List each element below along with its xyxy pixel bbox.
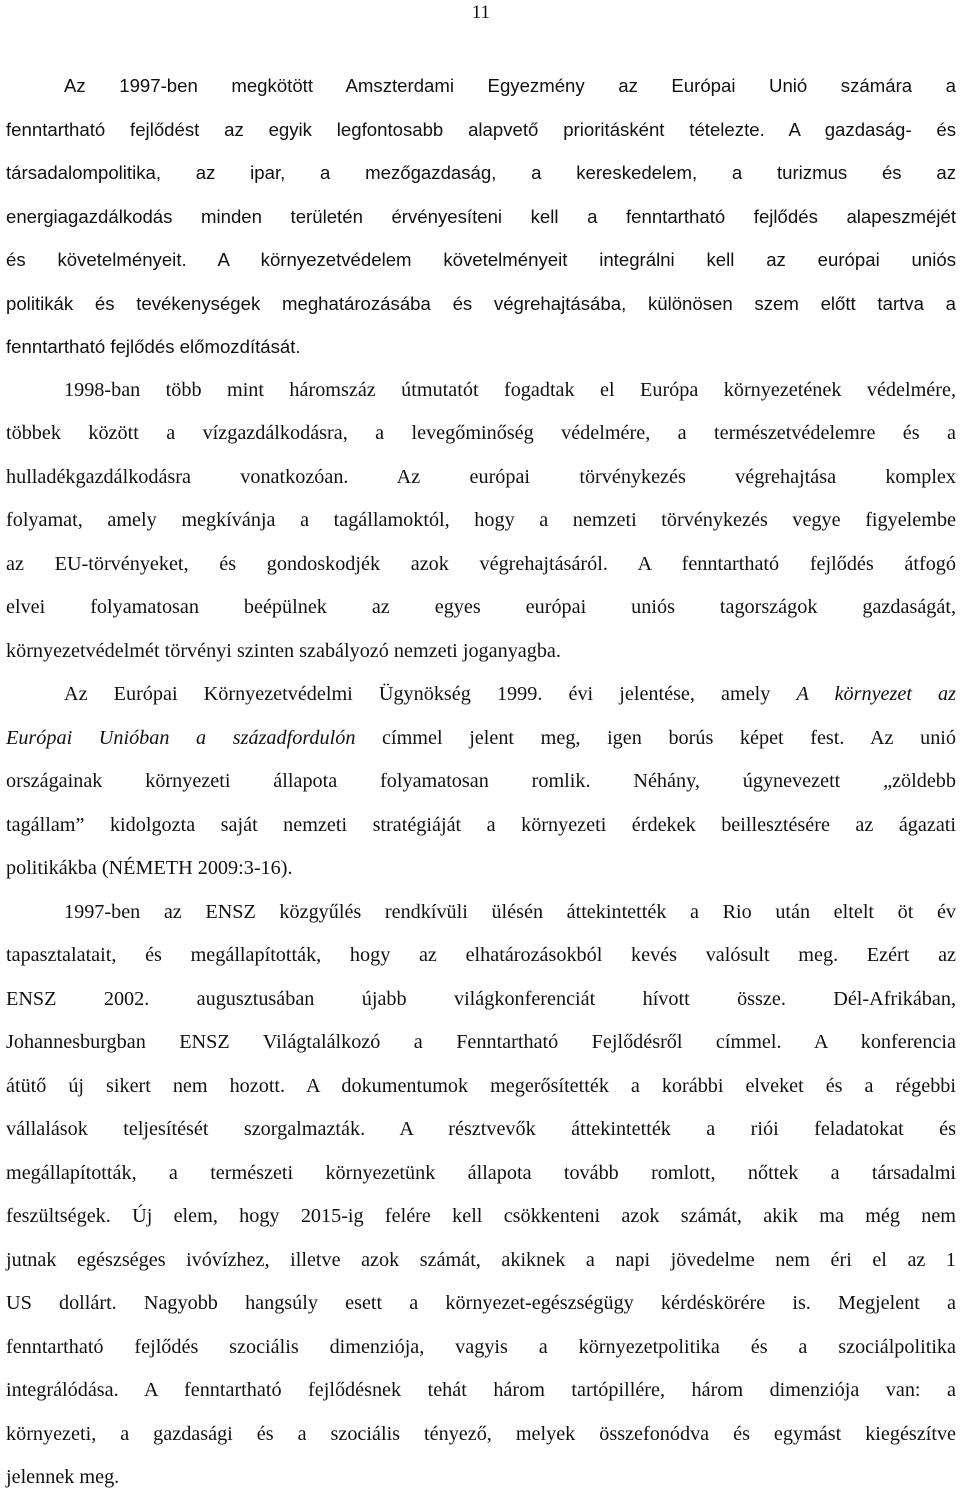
text-line: fenntartható fejlődés előmozdítását. (6, 336, 301, 357)
text-line: és követelményeit. A környezetvédelem követelményeit integrálni kell az európai uniós (6, 249, 956, 270)
report-title-italic: A környezet az (796, 683, 956, 705)
text-line: Az 1997-ben megkötött Amszterdami Egyezmény az Európai Unió számára a (64, 75, 956, 96)
text-line: környezeti, a gazdasági és a szociális tényező, melyek összefonódva és egymást kiegészítve (6, 1422, 956, 1445)
text-line: politikák és tevékenységek meghatározásába és végrehajtásába, különösen szem előtt tartva a (6, 292, 956, 314)
text-line: US dollárt. Nagyobb hangsúly esett a környezet-egészségügy kérdéskörére is. Megjelent a (6, 1292, 956, 1314)
text-line: energiagazdálkodás minden területén érvényesíteni kell a fenntartható fejlődés alapeszméjét (6, 205, 956, 227)
text-line: az EU-törvényeket, és gondoskodjék azok végrehajtásáról. A fenntartható fejlődés átfogó (6, 552, 956, 575)
text-line: fenntartható fejlődés szociális dimenziója, vagyis a környezetpolitika és a szociálpolitika (6, 1335, 956, 1358)
text-line: fenntartható fejlődést az egyik legfontosabb alapvető prioritásként tételezte. A gazdaság- és (6, 118, 956, 140)
text-line: megállapították, a természeti környezetünk állapota tovább romlott, nőttek a társadalmi (6, 1161, 956, 1184)
text-line: társadalompolitika, az ipar, a mezőgazdaság, a kereskedelem, a turizmus és az (6, 162, 956, 183)
page-number: 11 (471, 2, 490, 23)
text-line: jelennek meg. (6, 1466, 120, 1488)
paragraph-1998-guidelines (6, 369, 956, 674)
text-line: országainak környezeti állapota folyamatosan romlik. Néhány, úgynevezett „zöldebb (6, 770, 956, 792)
text-line: vállalások teljesítését szorgalmazták. A résztvevők áttekintették a riói feladatokat és (6, 1118, 956, 1140)
text-line: folyamat, amely megkívánja a tagállamoktól, hogy a nemzeti törvénykezés vegye figyelembe (6, 509, 956, 531)
text-span: címmel jelent meg, igen borús képet fest. Az unió (355, 726, 956, 749)
text-line: jutnak egészséges ivóvízhez, illetve azok számát, akiknek a napi jövedelme nem éri el az 1 (6, 1248, 956, 1271)
text-line: többek között a vízgazdálkodásra, a levegőminőség védelmére, a természetvédelemre és a (6, 422, 956, 444)
text-line: környezetvédelmét törvényi szinten szabályozó nemzeti joganyagba. (6, 639, 561, 662)
text-line: politikákba (NÉMETH 2009:3-16). (6, 857, 293, 879)
report-title-italic: Európai Unióban a századfordulón (6, 726, 356, 749)
text-line: feszültségek. Új elem, hogy 2015-ig felére kell csökkenteni azok számát, akik ma még nem (6, 1205, 956, 1227)
paragraph-amsterdam (6, 64, 956, 369)
text-line (6, 673, 956, 717)
text-line (6, 717, 956, 761)
document-body (6, 64, 956, 1500)
paragraph-johannesburg (6, 891, 956, 1500)
text-line: átütő új sikert nem hozott. A dokumentumok megerősítették a korábbi elveket és a régebbi (6, 1074, 956, 1097)
text-line: 1998-ban több mint háromszáz útmutatót fogadtak el Európa környezetének védelmére, (64, 378, 956, 401)
text-line: ENSZ 2002. augusztusában újabb világkonferenciát hívott össze. Dél-Afrikában, (6, 987, 956, 1010)
text-line: tagállam” kidolgozta saját nemzeti stratégiáját a környezeti érdekek beillesztésére az ágazati (6, 813, 956, 836)
text-line: tapasztalatait, és megállapították, hogy az elhatározásokból kevés valósult meg. Ezért az (6, 944, 956, 966)
text-line: integrálódása. A fenntartható fejlődésnek tehát három tartópillére, három dimenziója van: a (6, 1379, 956, 1401)
text-line: 1997-ben az ENSZ közgyűlés rendkívüli ülésén áttekintették a Rio után eltelt öt év (64, 900, 956, 923)
text-line: hulladékgazdálkodásra vonatkozóan. Az európai törvénykezés végrehajtása komplex (6, 465, 956, 488)
paragraph-eea-report (6, 673, 956, 891)
text-line: elvei folyamatosan beépülnek az egyes európai uniós tagországok gazdaságát, (6, 596, 956, 618)
text-span: Az Európai Környezetvédelmi Ügynökség 1999. évi jelentése, amely (64, 683, 797, 705)
text-line: Johannesburgban ENSZ Világtalálkozó a Fenntartható Fejlődésről címmel. A konferencia (6, 1031, 956, 1053)
